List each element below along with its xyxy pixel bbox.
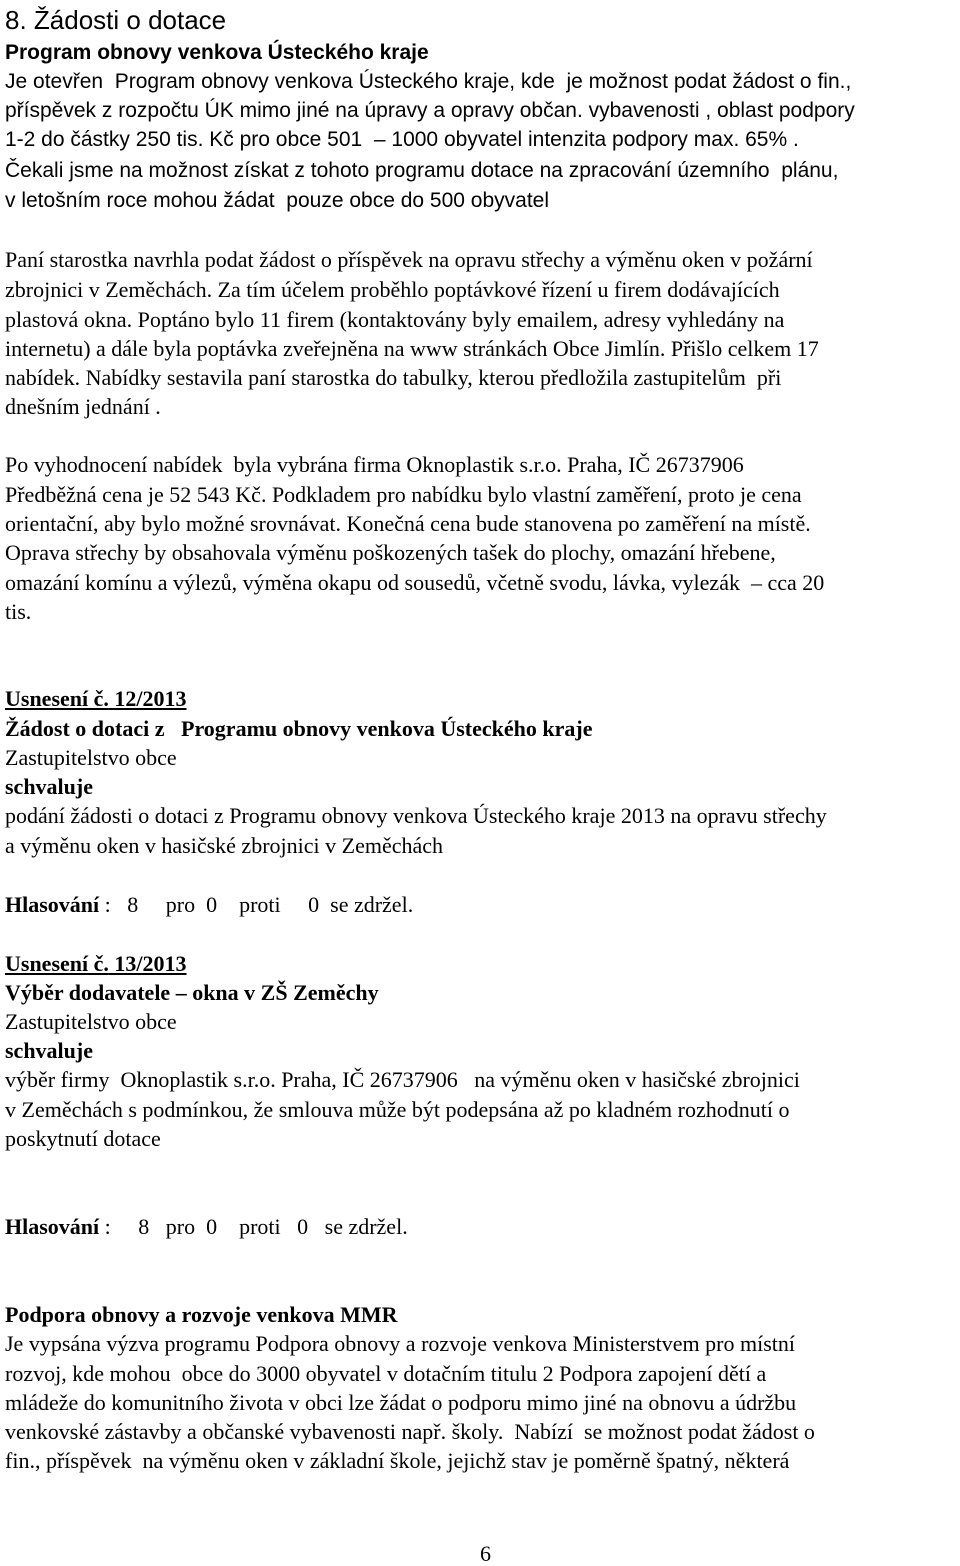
resolution-number: 12/2013 xyxy=(108,686,187,711)
resolution-verb: schvaluje xyxy=(5,1038,93,1063)
mmr-line: rozvoj, kde mohou obce do 3000 obyvatel v dotačním titulu 2 Podpora zapojení dětí a xyxy=(5,1361,767,1386)
resolution-text-line: a výměnu oken v hasičské zbrojnici v Zeměchách xyxy=(5,833,444,858)
resolution-text-line: v Zeměchách s podmínkou, že smlouva může být podepsána až po kladném rozhodnutí o xyxy=(5,1097,790,1122)
paragraph-line: Paní starostka navrhla podat žádost o příspěvek na opravu střechy a výměnu oken v požární xyxy=(5,247,813,272)
intro-line: v letošním roce mohou žádat pouze obce do 500 obyvatel xyxy=(5,189,550,212)
vote-line xyxy=(5,1216,408,1238)
resolution-text-line: poskytnutí dotace xyxy=(5,1126,161,1151)
vote-label: Hlasování xyxy=(5,892,100,917)
mmr-line: mládeže do komunitního života v obci lze žádat o podporu mimo jiné na obnovu a údržbu xyxy=(5,1390,797,1415)
mmr-line: fin., příspěvek na výměnu oken v základní škole, jejichž stav je poměrně špatný, některá xyxy=(5,1448,790,1473)
intro-line: Je otevřen Program obnovy venkova Ústeckého kraje, kde je možnost podat žádost o fin., xyxy=(5,70,852,93)
resolution-header xyxy=(5,688,187,710)
mmr-line: Je vypsána výzva programu Podpora obnovy a rozvoje venkova Ministerstvem pro místní xyxy=(5,1331,796,1356)
intro-line: příspěvek z rozpočtu ÚK mimo jiné na úpravy a opravy občan. vybavenosti , oblast podpory xyxy=(5,99,855,122)
resolution-title: Žádost o dotaci z Programu obnovy venkova Ústeckého kraje xyxy=(5,716,593,741)
paragraph-line: Předběžná cena je 52 543 Kč. Podkladem pro nabídku bylo vlastní zaměření, proto je cena xyxy=(5,482,802,507)
mmr-title: Podpora obnovy a rozvoje venkova MMR xyxy=(5,1302,398,1327)
section-heading: 8. Žádosti o dotace xyxy=(5,5,227,35)
resolution-label: Usnesení č. xyxy=(5,686,109,711)
paragraph-line: orientační, aby bylo možné srovnávat. Konečná cena bude stanovena po zaměření na místě. xyxy=(5,511,811,536)
resolution-title: Výběr dodavatele – okna v ZŠ Zeměchy xyxy=(5,980,379,1005)
resolution-body: Zastupitelstvo obce xyxy=(5,1009,177,1034)
paragraph-line: internetu) a dále byla poptávka zveřejněna na www stránkách Obce Jimlín. Přišlo celkem 17 xyxy=(5,336,819,361)
resolution-verb: schvaluje xyxy=(5,774,93,799)
paragraph-line: omazání komínu a výlezů, výměna okapu od sousedů, včetně svodu, lávka, vylezák – cca 20 xyxy=(5,570,825,595)
program-title: Program obnovy venkova Ústeckého kraje xyxy=(5,41,429,64)
page-number: 6 xyxy=(480,1541,491,1566)
resolution-text-line: podání žádosti o dotaci z Programu obnovy venkova Ústeckého kraje 2013 na opravu střechy xyxy=(5,803,827,828)
mmr-line: venkovské zástavby a občanské vybavenosti např. školy. Nabízí se možnost podat žádost o xyxy=(5,1419,815,1444)
resolution-label: Usnesení č. xyxy=(5,951,109,976)
paragraph-line: plastová okna. Poptáno bylo 11 firem (kontaktovány byly emailem, adresy vyhledány na xyxy=(5,307,785,332)
vote-line xyxy=(5,894,413,916)
paragraph-line: Po vyhodnocení nabídek byla vybrána firma Oknoplastik s.r.o. Praha, IČ 26737906 xyxy=(5,452,744,477)
vote-result: : 8 pro 0 proti 0 se zdržel. xyxy=(99,892,414,917)
paragraph-line: nabídek. Nabídky sestavila paní starostka do tabulky, kterou předložila zastupitelům při xyxy=(5,365,782,390)
paragraph-line: tis. xyxy=(5,599,32,624)
intro-line: 1-2 do částky 250 tis. Kč pro obce 501 – 1000 obyvatel intenzita podpory max. 65% . xyxy=(5,128,799,151)
paragraph-line: zbrojnici v Zeměchách. Za tím účelem proběhlo poptávkové řízení u firem dodávajících xyxy=(5,277,780,302)
vote-result: : 8 pro 0 proti 0 se zdržel. xyxy=(99,1214,408,1239)
intro-line: Čekali jsme na možnost získat z tohoto programu dotace na zpracování územního plánu, xyxy=(5,159,839,182)
resolution-body: Zastupitelstvo obce xyxy=(5,745,177,770)
resolution-number: 13/2013 xyxy=(108,951,187,976)
paragraph-line: Oprava střechy by obsahovala výměnu poškozených tašek do plochy, omazání hřebene, xyxy=(5,540,776,565)
resolution-header xyxy=(5,953,187,975)
vote-label: Hlasování xyxy=(5,1214,100,1239)
paragraph-line: dnešním jednání . xyxy=(5,394,161,419)
resolution-text-line: výběr firmy Oknoplastik s.r.o. Praha, IČ 26737906 na výměnu oken v hasičské zbrojnici xyxy=(5,1067,800,1092)
